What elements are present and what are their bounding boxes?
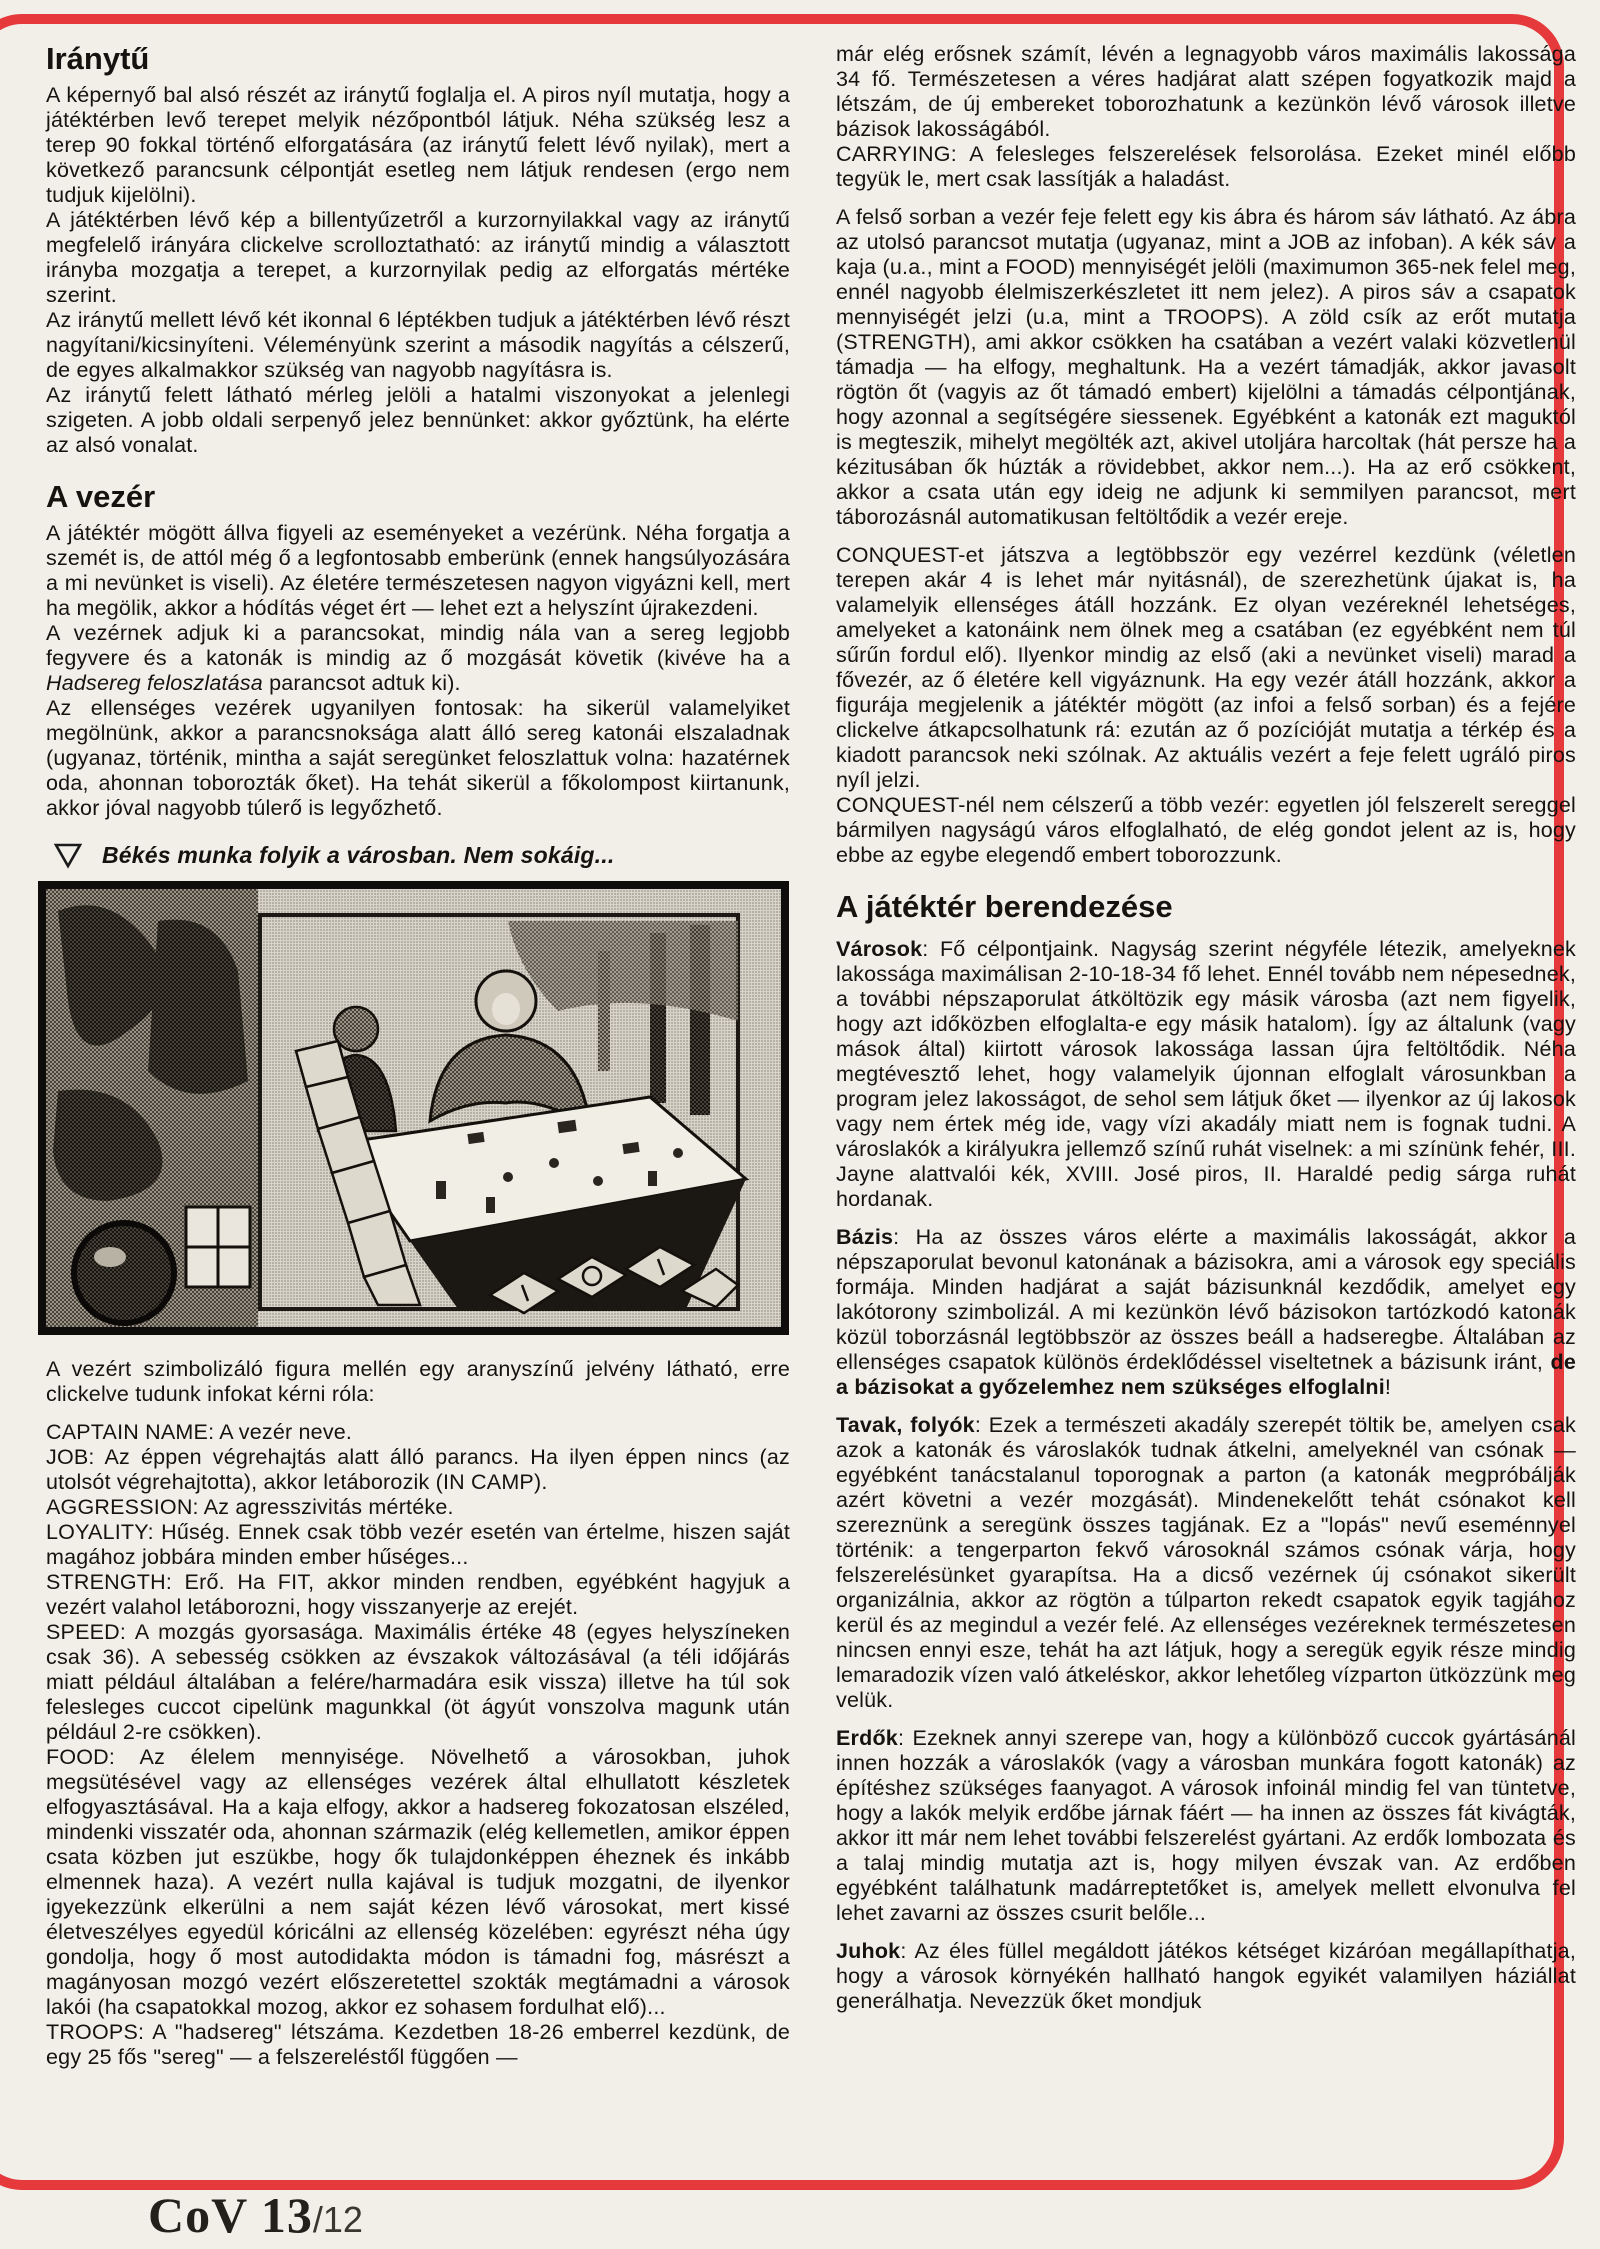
paragraph: Az ellenséges vezérek ugyanilyen fontosak: ha sikerül valamelyiket megölnünk, akkor a parancsnoksága alatt álló sereg katonái elszaladnak (ugyanaz, történik, mintha a saját seregünket feloszlattuk volna: hazatérnek oda, ahonnan toborozták őket). Ha tehát sikerül a főkolompost kiirtanunk, akkor jóval nagyobb túlerő is legyőzhető. xyxy=(46,696,790,820)
info-line-strength: STRENGTH: Erő. Ha FIT, akkor minden rendben, egyébként hagyjuk a vezért valahol letáborozni, hogy visszanyerje az erejét. xyxy=(46,1570,790,1619)
image-caption xyxy=(52,841,790,869)
paragraph: már elég erősnek számít, lévén a legnagyobb város maximális lakossága 34 fő. Természetesen a véres hadjárat alatt szépen fogyatkozik majd a létszám, de új embereket toborozhatunk a kezünkön lévő városok illetve bázisok lakosságából. xyxy=(836,42,1576,141)
term-bazis: Bázis xyxy=(836,1225,894,1249)
info-line-job: JOB: Az éppen végrehajtás alatt álló parancs. Ha ilyen éppen nincs (az utolsót végrehajtotta), akkor letáborozik (IN CAMP). xyxy=(46,1445,790,1494)
info-line-food: FOOD: Az élelem mennyisége. Növelhető a városokban, juhok megsütésével vagy az ellenséges vezérek által elhullatott készletek elfogyasztásával. Ha a kaja elfogy, akkor a hadsereg fokozatosan elszéled, mindenki visszatér oda, ahonnan származik (elég kellemetlen, amikor éppen csata közben jut eszükbe, hogy ők tulajdonképpen éheznek és inkább elmennek haza). A vezért nulla kajával is tudjuk mozgatni, de ilyenkor igyekezzünk elkerülni a nem saját kézen lévő városokat, mert kissé életveszélyes egyedül kóricálni az ellenség közelében: egyrészt néha úgy gondolja, hogy ő most autodidakta módon is támadni fog, másrészt a magányosan mozgó vezért előszeretettel szokták megtámadni a városok lakói (ha csapatokkal mozog, akkor ez sohasem fordulhat elő)... xyxy=(46,1745,790,2019)
paragraph-tavak-folyok xyxy=(836,1413,1576,1713)
paragraph: A játéktérben lévő kép a billentyűzetről a kurzornyilakkal vagy az iránytű megfelelő irányára clickelve scrolloztatható: az iránytű mindig a választott irányba mozgatja a terepet, a kurzornyilak pedig az elforgatás mértéke szerint. xyxy=(46,208,790,307)
paragraph: Az iránytű mellett lévő két ikonnal 6 léptékben tudjuk a játéktérben lévő részt nagyítani/kicsinyíteni. Véleményünk szerint a második nagyítás a célszerű, de egyes alkalmakkor szükség van nagyobb nagyításra is. xyxy=(46,308,790,382)
paragraph: A képernyő bal alsó részét az iránytű foglalja el. A piros nyíl mutatja, hogy a játéktérben levő terepet melyik nézőpontból látjuk. Néha szükség lesz a terep 90 fokkal történő elforgatására (az iránytű felett lévő nyilak), mert a következő parancsunk célpontját esetleg nem látjuk rendesen (ergo nem tudjuk kijelölni). xyxy=(46,83,790,207)
paragraph-text: A vezérnek adjuk ki a parancsokat, mindig nála van a sereg legjobb fegyvere és a katonák is mindig az ő mozgását követik (kivéve ha a xyxy=(46,621,790,670)
paragraph: A vezért szimbolizáló figura mellén egy aranyszínű jelvény látható, erre clickelve tudunk infokat kérni róla: xyxy=(46,1357,790,1406)
section-heading-iranytu: Iránytű xyxy=(46,41,150,76)
paragraph-text: : Ha az összes város elérte a maximális lakosságát, akkor a népszaporulat bevonul katonának a bázisokra, ami a városok egy speciális formája. Minden hadjárat a saját bázisunknál kezdődik, amelyet egy lakótorony szimbolizál. A mi kezünkön lévő bázisokon tartózkodó katonák közül toborzásnál legtöbbször az összes beáll a hadseregbe. Általában az ellenséges csapatok különös érdeklődéssel viseltetnek a bázisunk iránt, xyxy=(836,1225,1576,1374)
right-column xyxy=(836,42,1576,2014)
paragraph: A felső sorban a vezér feje felett egy kis ábra és három sáv látható. Az ábra az utolsó parancsot mutatja (ugyanaz, mint a JOB az infoban). A kék sáv a kaja (u.a., mint a FOOD) mennyiségét jelöli (maximumon 365-nek felel meg, ennél nagyobb élelmiszerkészletet itt nem jelez). A piros sáv a csapatok mennyiségét jelzi (u.a, mint a TROOPS). A zöld csík az erőt mutatja (STRENGTH), ami akkor csökken ha csatában a vezért valaki közvetlenül támadja — ha elfogy, meghaltunk. Ha a vezért támadják, akkor javasolt rögtön őt (vagyis az őt támadó embert) kijelölni a támadás célpontjának, hogy azonnal a segítségére siessenek. Egyébként a katonák ezt maguktól is megteszik, mihelyt megölték azt, akivel utoljára harcoltak (hát persze ha a kézitusában ők húzták a rövidebbet, akkor nem...). Ha az erő csökkent, akkor a csata után egy ideig ne adjunk ki semmilyen parancsot, mert táborozásnál automatikusan feltöltődik a vezér ereje. xyxy=(836,205,1576,529)
left-column xyxy=(46,42,790,2070)
page-footer xyxy=(148,2186,363,2244)
info-line-loyality: LOYALITY: Hűség. Ennek csak több vezér esetén van értelme, hiszen saját magához jobbára minden ember hűséges... xyxy=(46,1520,790,1569)
info-line-troops: TROOPS: A "hadsereg" létszáma. Kezdetben 18-26 emberrel kezdünk, de egy 25 fős "sereg" — a felszereléstől függően — xyxy=(46,2020,790,2069)
term-tavak-folyok: Tavak, folyók xyxy=(836,1413,975,1437)
paragraph-text: ! xyxy=(1384,1375,1392,1399)
paragraph: A játéktér mögött állva figyeli az eseményeket a vezérünk. Néha forgatja a szemét is, de attól még ő a legfontosabb emberünk (ennek hangsúlyozására a mi nevünket is viseli). Az életére természetesen nagyon vigyázni kell, mert ha megölik, akkor a hódítás véget ért — lehet ezt a helyszínt újrakezdeni. xyxy=(46,521,790,620)
paragraph-varosok xyxy=(836,937,1576,1212)
paragraph: CONQUEST-et játszva a legtöbbször egy vezérrel kezdünk (véletlen terepen akár 4 is lehet már nyitásnál), de szerezhetünk újakat is, ha valamelyik ellenséges átáll hozzánk. Ez olyan vezéreknél lehetséges, amelyeket a katonáink nem ölnek meg a csatában (ez egyébként nem túl sűrűn fordul elő). Ilyenkor mindig az első (aki a nevünket viseli) marad a fővezér, az ő életére kell vigyáznunk. Ha egy vezér átáll hozzánk, akkor a figurája megjelenik a játéktér mögött (az infoi a felső sorban) és a fejére clickelve átkapcsolhatunk rá: ezután az ő pozícióját mutatja a térkép és a kiadott parancsok neki szólnak. Az aktuális vezért a feje felett ugráló piros nyíl jelzi. xyxy=(836,543,1576,792)
term-juhok: Juhok xyxy=(836,1939,901,1963)
info-line-aggression: AGGRESSION: Az agresszivitás mértéke. xyxy=(46,1495,454,1519)
term-erdok: Erdők xyxy=(836,1726,898,1750)
caption-text: Békés munka folyik a városban. Nem sokáig... xyxy=(102,841,615,868)
paragraph-bazis xyxy=(836,1225,1576,1400)
magazine-title: CoV 13 xyxy=(148,2187,313,2243)
info-line-carrying: CARRYING: A felesleges felszerelések felsorolása. Ezeket minél előbb tegyük le, mert csak lassítják a haladást. xyxy=(836,142,1576,191)
game-screenshot xyxy=(38,881,789,1335)
info-line-captain-name: CAPTAIN NAME: A vezér neve. xyxy=(46,1420,353,1444)
paragraph: CONQUEST-nél nem célszerű a több vezér: egyetlen jól felszerelt sereggel bármilyen nagyságú város elfoglalható, de elég gondot jelent az is, hogy ebbe az egybe elegendő embert toborozzunk. xyxy=(836,793,1576,867)
paragraph-erdok xyxy=(836,1726,1576,1926)
paragraph-juhok xyxy=(836,1939,1576,2014)
paragraph-text: : Ezek a természeti akadály szerepét töltik be, amelyen csak azok a katonák és városlakók tudnak átkelni, amelyeknél van csónak — egyébként tanácstalanul toporognak a parton (a katonák megpróbálják azért követni a vezér mozgását). Mindenekelőtt tehát csónakot kell szereznünk a seregünk összes tagjának. Ez a "lopás" nevű eseménnyel történik: a tengerparton fekvő városoknál számos csónak várja, hogy felszerelésünket gyarapítsa. Ha a dicső vezérnek új csónakot sikerült organizálnia, akkor az rögtön a túlparton rekedt csapatok egyik tagjához kerül és az megindul a vezér felé. Az ellenséges vezéreknek természetesen nincsen ennyi esze, tehát ha azt látjuk, hogy a seregük egyik része mindig lemaradozik vízen való átkeléskor, akkor lehetőleg vízparton ütközzünk meg velük. xyxy=(836,1413,1576,1712)
page-number: /12 xyxy=(312,2199,363,2240)
paragraph-text: : Az éles füllel megáldott játékos kétséget kizáróan megállapíthatja, hogy a városok környékén hallható hangok egyikét valamilyen háziállat generálhatja. Nevezzük őket mondjuk xyxy=(836,1939,1576,2013)
paragraph xyxy=(46,621,790,696)
info-line-speed: SPEED: A mozgás gyorsasága. Maximális értéke 48 (egyes helyszíneken csak 36). A sebesség csökken az évszakok változásával (a téli időjárás miatt például általában a felére/harmadára esik vissza) illetve ha túl sok felesleges cuccot cipelünk magunkkal (öt ágyút vonszolva magunk után például 2-re csökken). xyxy=(46,1620,790,1744)
paragraph: Az iránytű felett látható mérleg jelöli a hatalmi viszonyokat a jelenlegi szigeten. A jobb oldali serpenyő jelez bennünket: akkor győztünk, ha elérte az alsó vonalat. xyxy=(46,383,790,457)
section-heading-jatekter: A játéktér berendezése xyxy=(836,889,1173,924)
paragraph-text: parancsot adtuk ki). xyxy=(262,671,461,695)
emphasized-rule: de a bázisokat a győzelemhez nem szükséges elfoglalni xyxy=(836,1350,1576,1399)
term-varosok: Városok xyxy=(836,937,923,961)
italic-command-name: Hadsereg feloszlatása xyxy=(46,671,263,695)
paragraph-text: : Fő célpontjaink. Nagyság szerint négyféle létezik, amelyeknek lakossága maximálisan 2-10-18-34 fő lehet. Ennél tovább nem népesednek, a további népszaporulat átköltözik egy másik városba (azt nem figyelik, hogy azt időközben elfoglalta-e egy másik hatalom). Így az általunk (vagy mások által) kiirtott városok lakossága lassan újra feltöltődik. Néha megtévesztő lehet, hogy valamelyik újonnan elfoglalt városunkban a program jelez lakosságot, de sehol sem látjuk őket — ilyenkor az új lakosok vagy nem értek még ide, vagy vízi akadály miatt nem is fognak tudni. A városlakók a királyukra jellemző színű ruhát viselnek: a mi színünk fehér, III. Jayne alattvalói kék, XVIII. José piros, II. Haraldé pedig sárga ruhát hordanak. xyxy=(836,937,1576,1211)
triangle-down-icon xyxy=(52,841,84,869)
section-heading-a-vezer: A vezér xyxy=(46,479,156,514)
paragraph-text: : Ezeknek annyi szerepe van, hogy a különböző cuccok gyártásánál innen hozzák a városlakók (vagy a városban munkára fogott katonák) az építéshez szükséges faanyagot. A városok infoinál mindig fel van tüntetve, hogy a lakók melyik erdőbe járnak fáért — ha innen az összes fát kivágták, akkor itt már nem lehet további felszerelést gyártani. Az erdők lombozata és a talaj mindig mutatja azt is, hogy milyen évszak van. Az erdőben egyébként találhatunk madárreptetőket is, amelyek mellett elvonulva fel lehet zavarni az összes csurit belőle... xyxy=(836,1726,1576,1925)
